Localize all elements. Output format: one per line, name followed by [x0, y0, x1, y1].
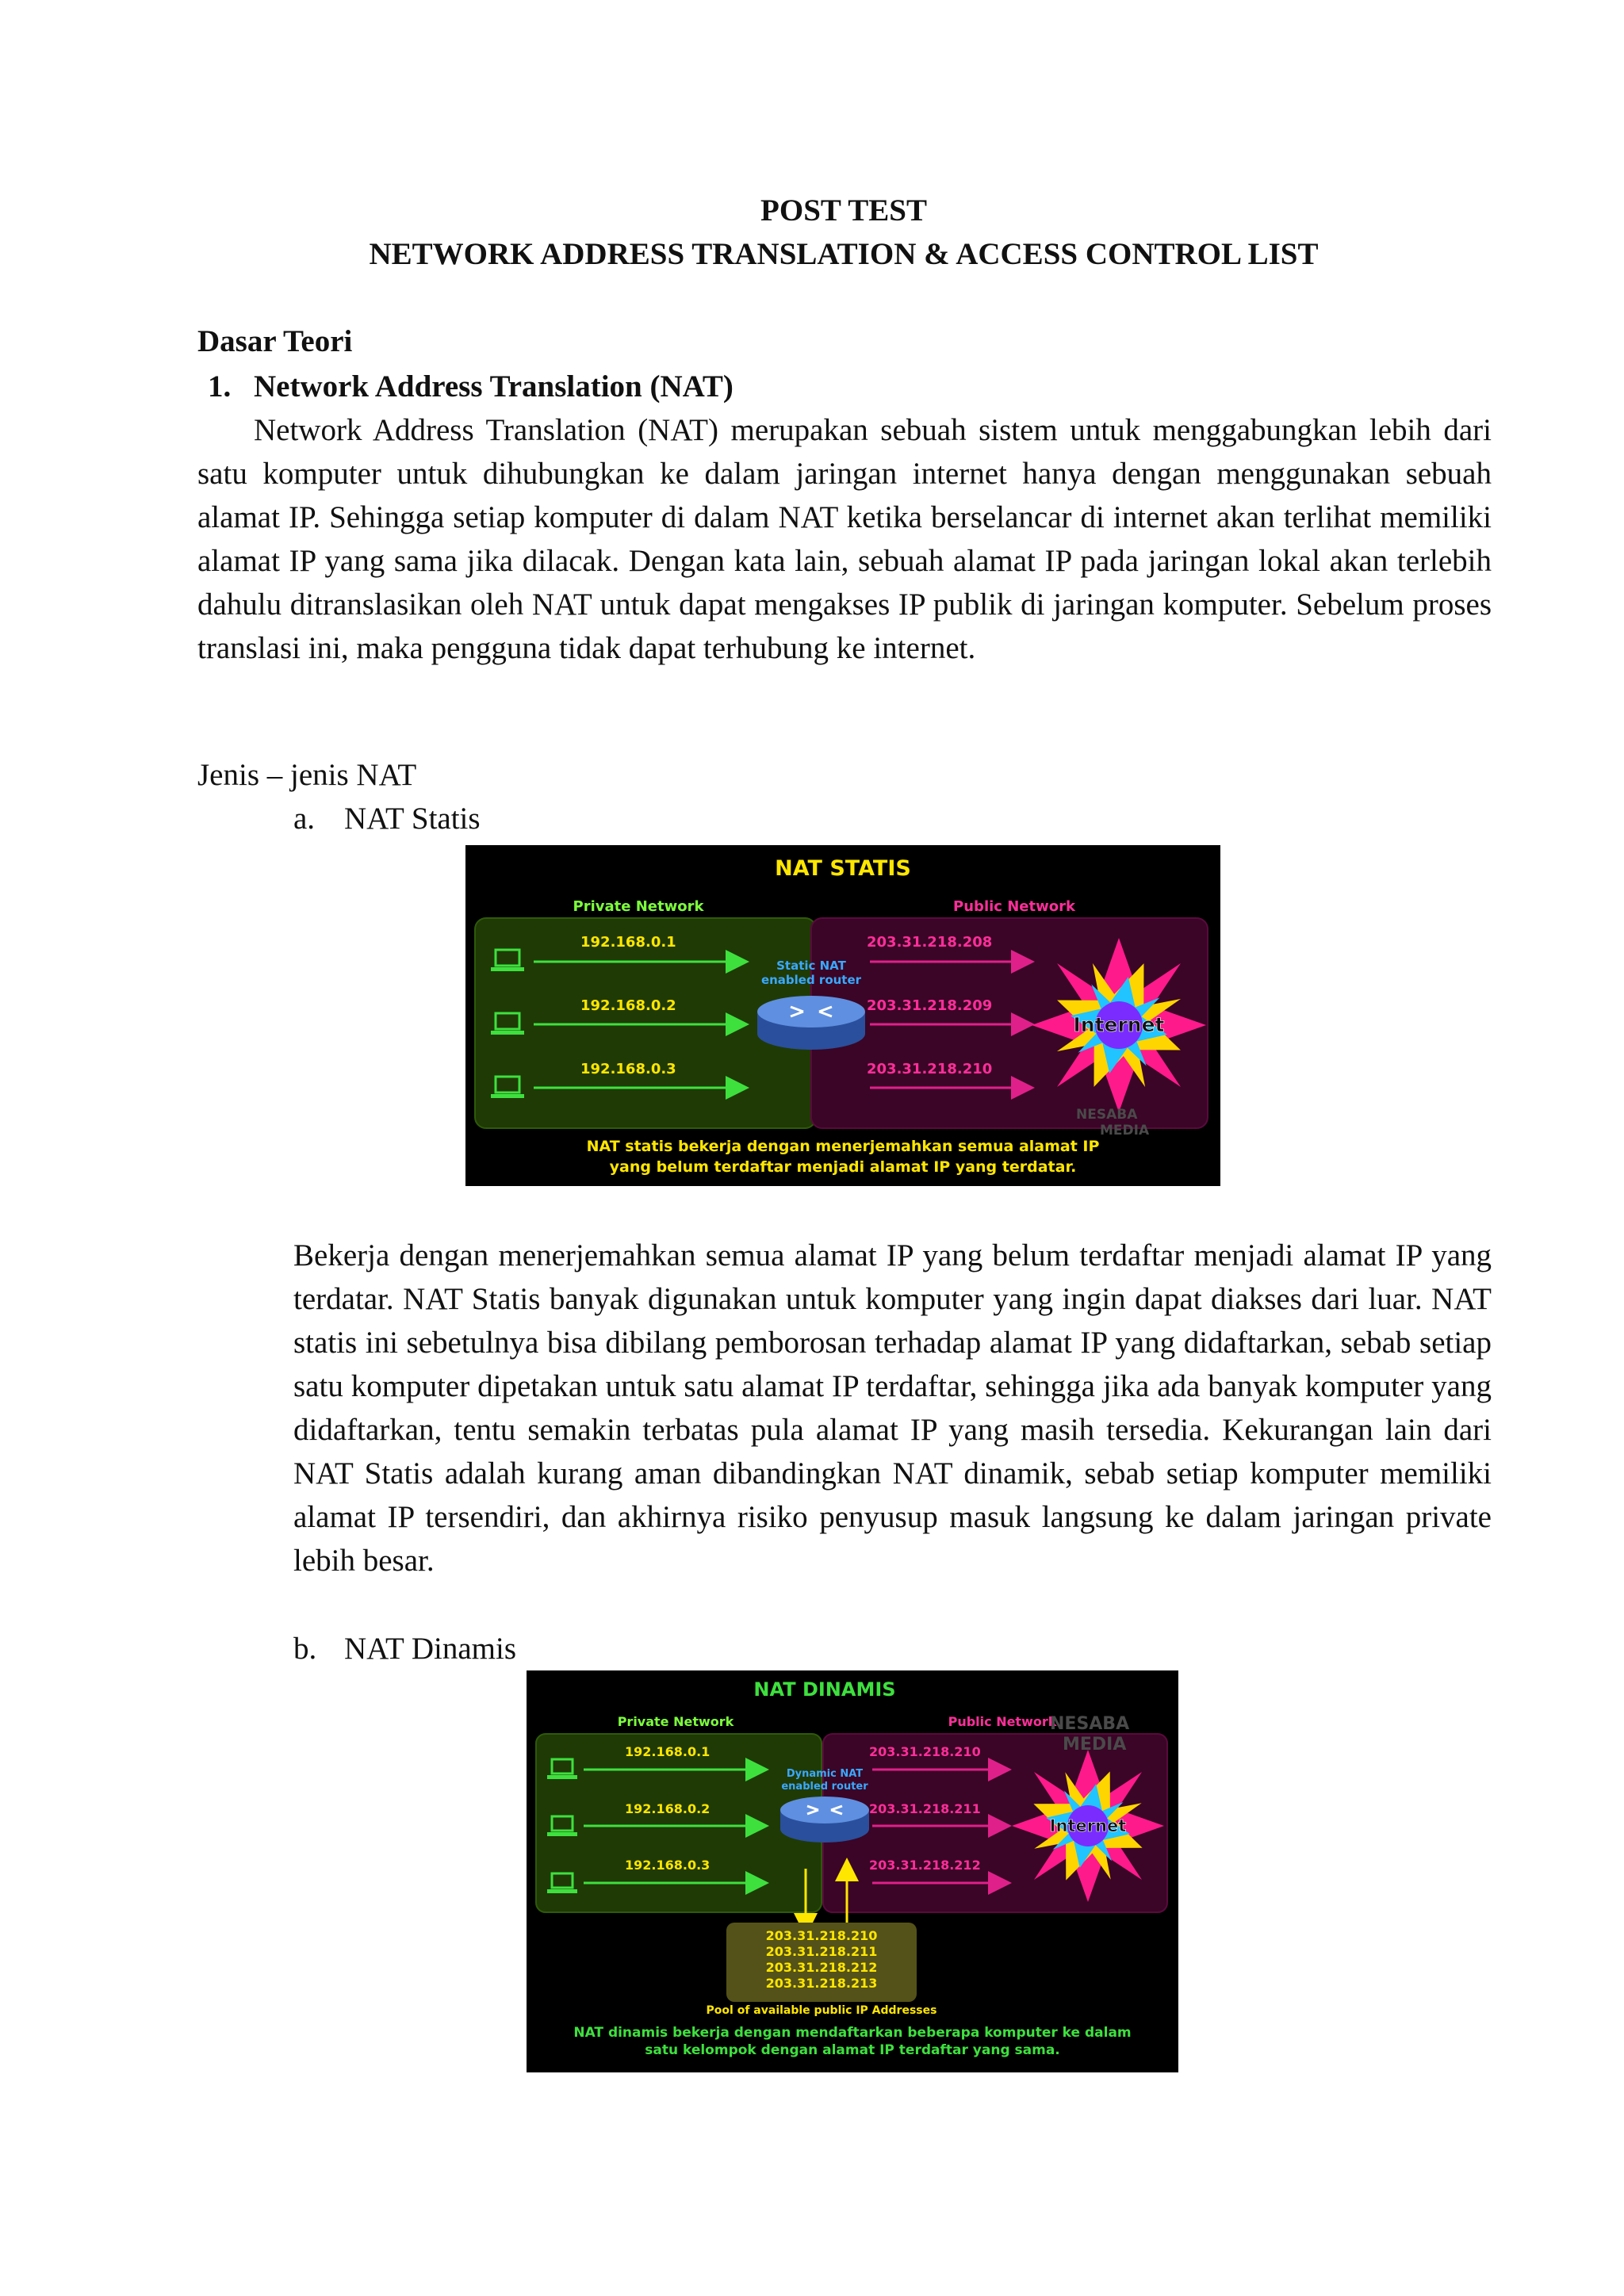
private-network-area	[536, 1734, 822, 1912]
figure-caption: yang belum terdaftar menjadi alamat IP yang terdatar.	[609, 1158, 1077, 1176]
intro-paragraph: Network Address Translation (NAT) merupakan sebuah sistem untuk menggabungkan lebih dari satu komputer untuk dihubungkan ke dalam jaringan internet hanya dengan menggunakan sebuah alamat IP. Sehingga setiap komputer di dalam NAT ketika berselancar di internet akan terlihat memiliki alamat IP yang sama jika dilacak. Dengan kata lain, sebuah alamat IP pada jaringan lokal akan terlebih dahulu ditranslasikan oleh NAT untuk dapat mengakses IP publik di jaringan komputer. Sebelum proses translasi ini, maka pengguna tidak dapat terhubung ke internet.	[197, 413, 1492, 665]
public-ip: 203.31.218.210	[867, 1061, 993, 1077]
pool-label: Pool of available public IP Addresses	[706, 2004, 937, 2017]
watermark: NESABA	[1076, 1107, 1138, 1123]
private-ip: 192.168.0.2	[625, 1801, 710, 1816]
router-label: enabled router	[760, 973, 862, 987]
router-icon	[780, 1797, 869, 1843]
watermark: MEDIA	[1063, 1735, 1127, 1755]
private-ip: 192.168.0.1	[625, 1744, 710, 1759]
item-a-label: NAT Statis	[344, 802, 481, 836]
nat-static-figure	[465, 845, 1220, 1186]
private-network-label: Private Network	[573, 898, 704, 915]
item-a-marker: a.	[293, 802, 316, 836]
page-subtitle: NETWORK ADDRESS TRANSLATION & ACCESS CONTROL LIST	[369, 237, 1319, 271]
static-nat-paragraph: Bekerja dengan menerjemahkan semua alamat IP yang belum terdaftar menjadi alamat IP yang terdatar. NAT Statis banyak digunakan untuk komputer yang ingin dapat diakses dari luar. NAT statis ini sebetulnya bisa dibilang pemborosan terhadap alamat IP yang didaftarkan, sebab setiap satu komputer dipetakan untuk satu alamat IP terdaftar, sehingga jika ada banyak komputer yang didaftarkan, tentu semakin terbatas pula alamat IP yang masih tersedia. Kekurangan lain dari NAT Statis adalah kurang aman dibandingkan NAT dinamik, sebab setiap komputer memiliki alamat IP tersendiri, dan akhirnya risiko penyusup masuk langsung ke dalam jaringan private lebih besar.	[293, 1238, 1492, 1578]
item-b-marker: b.	[293, 1632, 317, 1666]
pool-ip: 203.31.218.213	[765, 1976, 878, 1991]
pool-ip: 203.31.218.210	[765, 1928, 878, 1943]
private-network-label: Private Network	[617, 1714, 734, 1729]
types-heading: Jenis – jenis NAT	[197, 758, 417, 792]
public-ip: 203.31.218.209	[867, 997, 993, 1014]
pool-ip: 203.31.218.212	[765, 1960, 878, 1975]
figure-caption: NAT dinamis bekerja dengan mendaftarkan beberapa komputer ke dalam	[573, 2025, 1132, 2041]
router-icon	[757, 996, 865, 1050]
private-ip: 192.168.0.2	[580, 997, 676, 1014]
watermark: MEDIA	[1100, 1123, 1150, 1138]
internet-label: Internet	[1049, 1816, 1127, 1835]
pool-ip: 203.31.218.211	[765, 1944, 878, 1959]
figure-title: NAT STATIS	[775, 856, 911, 881]
public-ip: 203.31.218.210	[869, 1744, 981, 1759]
subheading-number: 1.	[208, 369, 232, 404]
private-ip: 192.168.0.3	[580, 1061, 676, 1077]
section-heading: Dasar Teori	[197, 324, 353, 358]
router-label: Static NAT	[776, 959, 846, 973]
internet-label: Internet	[1073, 1013, 1165, 1036]
public-network-label: Public Network	[953, 898, 1075, 915]
figure-caption: satu kelompok dengan alamat IP terdaftar yang sama.	[645, 2042, 1060, 2058]
public-ip: 203.31.218.211	[869, 1801, 981, 1816]
router-label: enabled router	[781, 1781, 868, 1793]
subheading: Network Address Translation (NAT)	[254, 369, 733, 404]
private-ip: 192.168.0.1	[580, 934, 676, 951]
public-ip: 203.31.218.212	[869, 1858, 981, 1873]
router-label: Dynamic NAT	[786, 1768, 864, 1780]
page-title: POST TEST	[760, 193, 927, 228]
nat-dynamic-figure	[527, 1670, 1178, 2072]
public-ip: 203.31.218.208	[867, 934, 993, 951]
watermark: NESABA	[1050, 1714, 1130, 1734]
figure-title: NAT DINAMIS	[753, 1678, 896, 1701]
public-network-label: Public Network	[948, 1714, 1057, 1729]
item-b-label: NAT Dinamis	[344, 1632, 517, 1666]
figure-caption: NAT statis bekerja dengan menerjemahkan semua alamat IP	[586, 1138, 1100, 1155]
private-ip: 192.168.0.3	[625, 1858, 710, 1873]
